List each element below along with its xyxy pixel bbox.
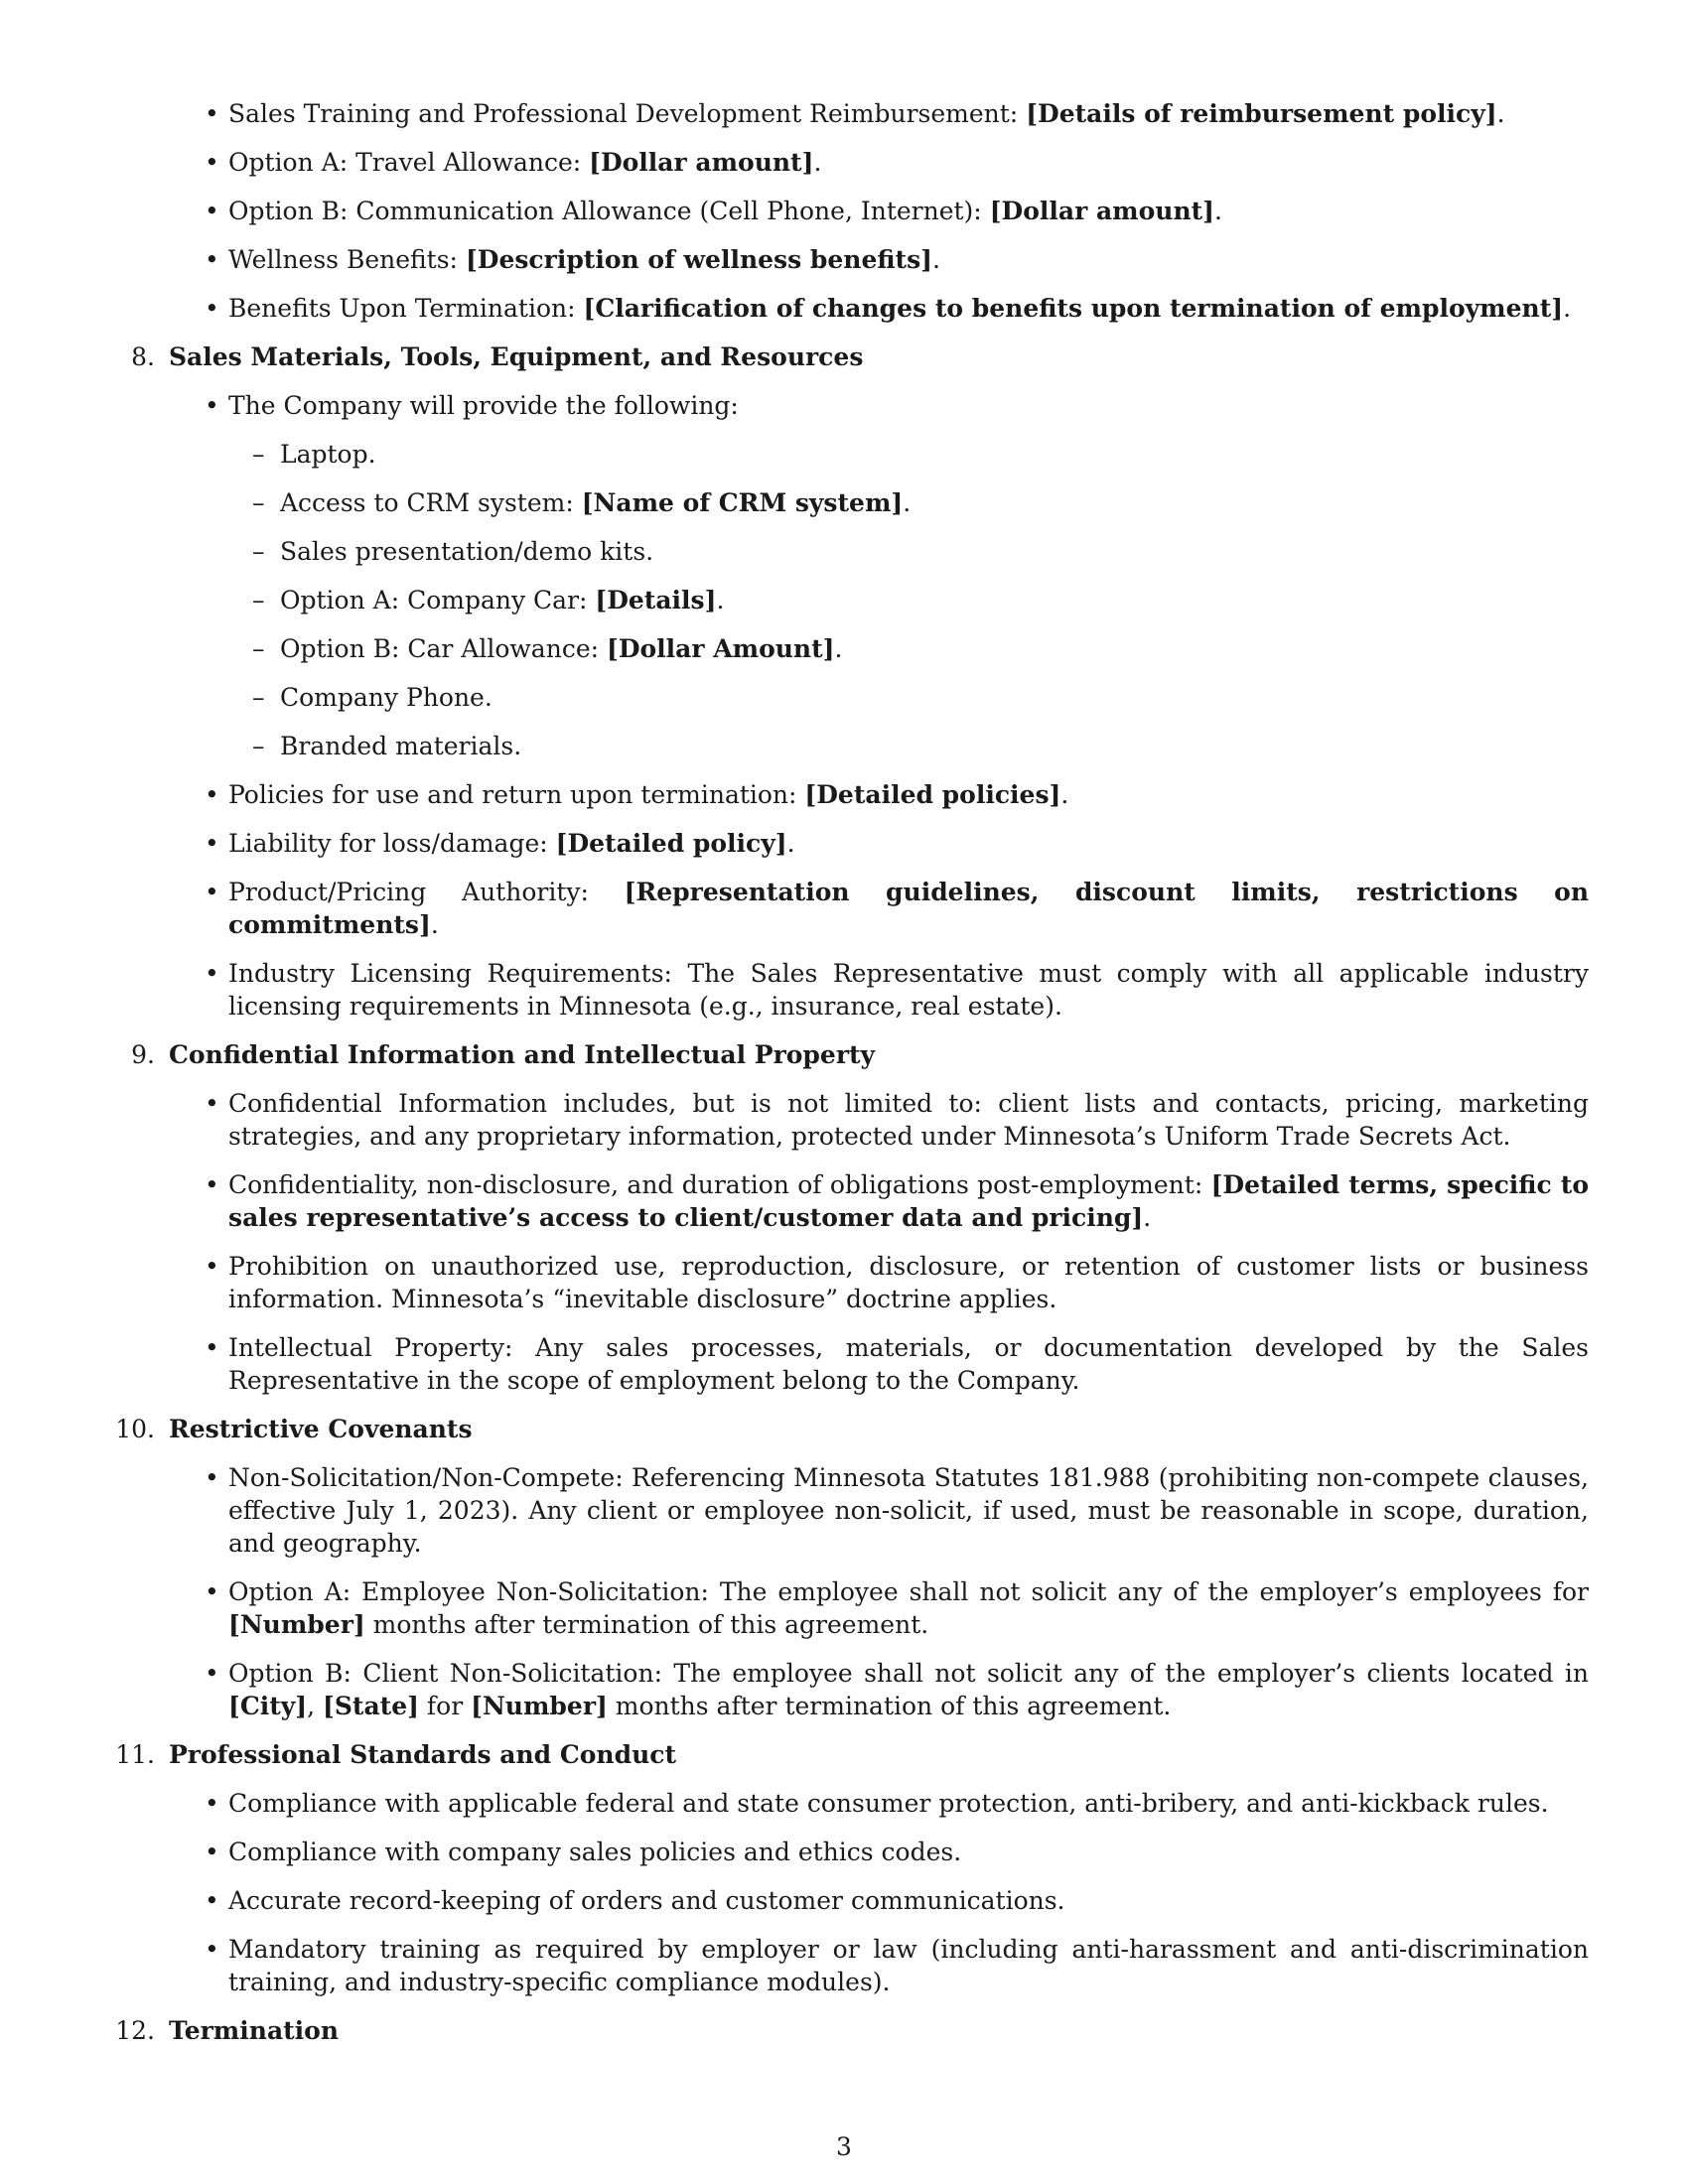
dash-icon: – [252, 440, 265, 469]
list-item: • Option A: Employee Non-Solicitation: The employee shall not solicit any of the employer’s employees for [Number] months after termination of this agreement. [205, 1577, 1589, 1639]
section-title: Restrictive Covenants [169, 1415, 473, 1443]
list-item: • Confidential Information includes, but is not limited to: client lists and contacts, pricing, marketing strategies, and any proprietary information, protected under Minnesota’s Uniform Trade Secrets Act. [205, 1089, 1589, 1151]
section-title: Confidential Information and Intellectual Property [169, 1040, 876, 1069]
list-item: • Industry Licensing Requirements: The Sales Representative must comply with all applicable industry licensing requirements in Minnesota (e.g., insurance, real estate). [205, 959, 1589, 1021]
bullet-icon: • [205, 878, 219, 906]
placeholder-field: [Name of CRM system] [581, 488, 904, 517]
bullet-icon: • [205, 245, 219, 274]
section-12 [115, 2014, 1589, 2048]
placeholder-field: [Detailed policies] [804, 780, 1061, 809]
list-item: • Product/Pricing Authority: [Representation guidelines, discount limits, restrictions on commitments]. [205, 878, 1590, 939]
list-item: • Compliance with company sales policies and ethics codes. [205, 1838, 962, 1866]
dash-icon: – [252, 732, 265, 760]
section-10 [115, 1413, 1589, 1722]
section-11 [115, 1738, 1589, 1998]
placeholder-field: [Detailed policy] [555, 829, 787, 858]
bullet-icon: • [205, 294, 219, 323]
section-8-bullets [169, 389, 1589, 1023]
section-number: 12. [115, 2016, 155, 2045]
list-item: • Wellness Benefits: [Description of wellness benefits]. [205, 245, 940, 274]
list-item: – Option B: Car Allowance: [Dollar Amount]. [252, 634, 843, 663]
placeholder-field: [State] [323, 1692, 419, 1720]
placeholder-field: [Dollar Amount] [606, 634, 835, 663]
section-title: Termination [169, 2016, 340, 2045]
placeholder-field: [Number] [228, 1610, 365, 1639]
bullet-icon: • [205, 99, 219, 128]
list-item: • Prohibition on unauthorized use, reproduction, disclosure, or retention of customer lists or business information. Minnesota’s “inevitable disclosure” doctrine applies. [205, 1252, 1589, 1313]
list-item: • Option B: Client Non-Solicitation: The employee shall not solicit any of the employer’s clients located in [City], [State] for [Number] months after termination of this agreement. [205, 1659, 1589, 1720]
carryover-bullet-list [169, 97, 1589, 325]
dash-icon: – [252, 634, 265, 663]
placeholder-field: [Dollar amount] [589, 148, 814, 177]
bullet-icon: • [205, 1789, 219, 1818]
section-title: Professional Standards and Conduct [169, 1740, 677, 1769]
bullet-icon: • [205, 1886, 219, 1915]
list-item: • Intellectual Property: Any sales processes, materials, or documentation developed by the Sales Representative in the scope of employment belong to the Company. [205, 1333, 1589, 1395]
dash-icon: – [252, 586, 265, 614]
placeholder-field: [Clarification of changes to benefits upon termination of employment] [583, 294, 1564, 323]
list-item: • Mandatory training as required by employer or law (including anti-harassment and anti-discrimination training, and industry-specific compliance modules). [205, 1935, 1589, 1996]
list-item: • Confidentiality, non-disclosure, and duration of obligations post-employment: [Detailed terms, specific to sales representative’s access to client/customer data and pricing]. [205, 1170, 1589, 1232]
bullet-icon: • [205, 148, 219, 177]
list-item: • Non-Solicitation/Non-Compete: Referencing Minnesota Statutes 181.988 (prohibiting non-compete clauses, effective July 1, 2023). Any client or employee non-solicit, if used, must be reasonable in scope, duration, and geography. [205, 1463, 1589, 1558]
list-item: • Option B: Communication Allowance (Cell Phone, Internet): [Dollar amount]. [205, 197, 1222, 225]
placeholder-field: [Number] [471, 1692, 608, 1720]
list-item: – Laptop. [252, 440, 376, 469]
bullet-icon: • [205, 1170, 219, 1199]
section-number: 11. [115, 1740, 155, 1769]
bullet-icon: • [205, 1838, 219, 1866]
list-item: • Option A: Travel Allowance: [Dollar amount]. [205, 148, 822, 177]
placeholder-field: [Representation guidelines, discount limits, restrictions on commitments] [228, 878, 1590, 939]
page-content [115, 97, 1590, 2063]
provided-items-list [228, 438, 1589, 762]
section-11-bullets [169, 1787, 1589, 1998]
placeholder-field: [Details] [595, 586, 717, 614]
bullet-icon: • [205, 1659, 219, 1688]
bullet-icon: • [205, 1252, 219, 1281]
dash-icon: – [252, 488, 265, 517]
list-item: • Benefits Upon Termination: [Clarification of changes to benefits upon termination of employment]. [205, 294, 1572, 323]
placeholder-field: [Details of reimbursement policy] [1026, 99, 1497, 128]
section-title: Sales Materials, Tools, Equipment, and Resources [169, 342, 864, 371]
placeholder-field: [City] [228, 1692, 308, 1720]
bullet-icon: • [205, 391, 219, 420]
list-item: • Liability for loss/damage: [Detailed policy]. [205, 829, 795, 858]
list-item: • The Company will provide the following: – Laptop. – Access to CRM system: [Name of CRM system]. – Sales presentation/demo kits. – Option A: Company Car: [Details]. – Option B: Car Allowance: [Dollar Amount]. – Company Phone. – Branded materials. [169, 389, 1589, 762]
placeholder-field: [Detailed terms, specific to sales representative’s access to client/customer data and pricing] [228, 1170, 1589, 1232]
section-number: 9. [131, 1040, 155, 1069]
placeholder-field: [Dollar amount] [989, 197, 1214, 225]
section-9-bullets [169, 1087, 1589, 1397]
list-item: – Access to CRM system: [Name of CRM system]. [252, 488, 912, 517]
bullet-icon: • [205, 780, 219, 809]
bullet-icon: • [205, 829, 219, 858]
bullet-icon: • [205, 1463, 219, 1492]
list-item: – Sales presentation/demo kits. [252, 537, 654, 566]
list-item: • Compliance with applicable federal and state consumer protection, anti-bribery, and anti-kickback rules. [205, 1789, 1549, 1818]
section-9 [119, 1038, 1589, 1397]
list-item: • Sales Training and Professional Development Reimbursement: [Details of reimbursement policy]. [205, 99, 1505, 128]
section-list [115, 341, 1590, 2048]
bullet-icon: • [205, 1577, 219, 1606]
bullet-icon: • [205, 1935, 219, 1964]
bullet-icon: • [205, 959, 219, 988]
bullet-icon: • [205, 197, 219, 225]
list-item: – Branded materials. [252, 732, 522, 760]
section-number: 8. [131, 342, 155, 371]
list-item: – Option A: Company Car: [Details]. [252, 586, 725, 614]
section-number: 10. [115, 1415, 155, 1443]
list-item: • Accurate record-keeping of orders and customer communications. [205, 1886, 1065, 1915]
bullet-icon: • [205, 1089, 219, 1118]
page-number: 3 [836, 2132, 852, 2161]
placeholder-field: [Description of wellness benefits] [465, 245, 932, 274]
list-item: – Company Phone. [252, 683, 492, 712]
list-item: • Policies for use and return upon termination: [Detailed policies]. [205, 780, 1069, 809]
dash-icon: – [252, 683, 265, 712]
bullet-icon: • [205, 1333, 219, 1362]
section-10-bullets [169, 1461, 1589, 1722]
dash-icon: – [252, 537, 265, 566]
section-8 [119, 341, 1589, 1023]
